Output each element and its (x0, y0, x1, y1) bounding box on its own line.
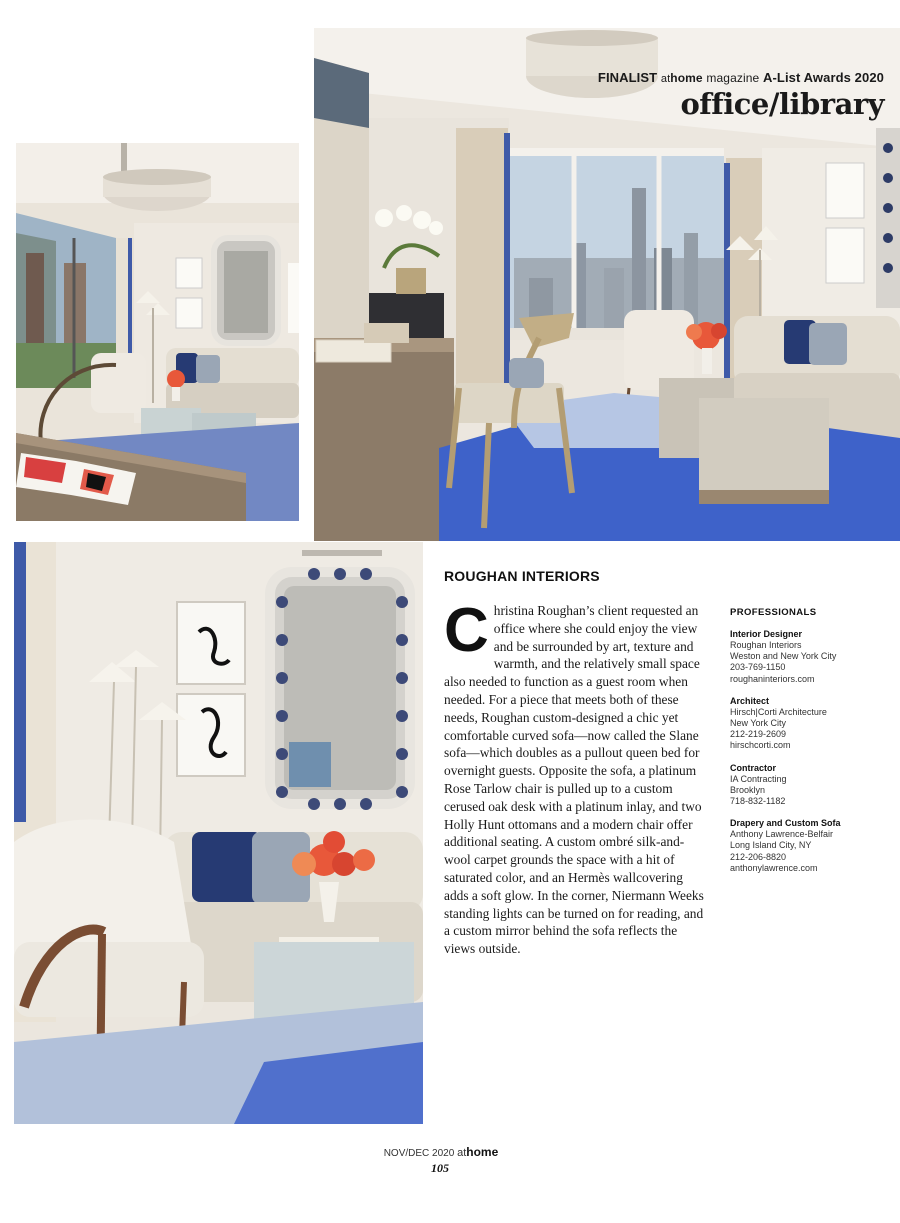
professional-line: 203-769-1150 (730, 662, 786, 673)
photo-sofa-detail (14, 542, 423, 1124)
professional-line: Anthony Lawrence-Belfair (730, 829, 834, 840)
professional-architect (730, 696, 890, 752)
at-wordmark: at (660, 73, 671, 85)
article-body (444, 596, 706, 958)
award-line (598, 70, 884, 85)
photo-office-wide-view (16, 143, 299, 521)
magazine-label: magazine (706, 71, 760, 85)
professional-line: Long Island City, NY (730, 840, 812, 851)
folio-at-wordmark: at (457, 1147, 467, 1159)
folio-issue: NOV/DEC 2020 (383, 1148, 455, 1159)
finalist-label: FINALIST (597, 70, 658, 85)
professional-line: Hirsch|Corti Architecture (730, 706, 827, 717)
professional-drapery-sofa (730, 818, 890, 874)
professional-interior-designer (730, 629, 890, 685)
article-title: ROUGHAN INTERIORS (444, 568, 600, 584)
professional-role: Interior Designer (730, 629, 803, 639)
professional-line: Brooklyn (730, 784, 766, 795)
professionals-sidebar (730, 607, 890, 885)
page-number: 105 (431, 1161, 449, 1175)
professional-role: Contractor (730, 762, 777, 773)
professional-line: 718-832-1182 (730, 796, 786, 807)
professional-line: New York City (730, 718, 787, 729)
professionals-heading: PROFESSIONALS (730, 607, 817, 618)
professional-line: 212-219-2609 (730, 729, 787, 740)
professional-role: Drapery and Custom Sofa (730, 818, 841, 829)
professional-website: hirschcorti.com (730, 740, 791, 751)
professional-line: Weston and New York City (730, 651, 837, 662)
award-name: A-List Awards 2020 (762, 70, 884, 85)
professional-website: roughaninteriors.com (730, 673, 815, 684)
professional-contractor (730, 763, 890, 808)
professional-website: anthonylawrence.com (730, 862, 818, 873)
drop-cap: C (444, 596, 489, 665)
folio-issue-line (0, 1145, 900, 1159)
professional-line: Roughan Interiors (730, 640, 802, 650)
folio-home-wordmark: home (466, 1145, 499, 1159)
home-wordmark: home (670, 71, 703, 85)
article (444, 568, 706, 958)
professional-role: Architect (730, 695, 770, 706)
professional-line: 212-206-8820 (730, 851, 787, 862)
award-header (598, 70, 884, 121)
professional-line: IA Contracting (730, 773, 787, 784)
page-folio (0, 1145, 900, 1176)
award-category: office/library (680, 87, 884, 121)
article-body-text: hristina Roughan’s client requested an office where she could enjoy the view and be surrounded by art, texture and warmth, and the relatively small space also needed to function as a guest room when needed. For a piece that meets both of these needs, Roughan custom-designed a chic yet comfortable curved sofa—now called the Slane sofa—which doubles as a pullout queen bed for overnight guests. Opposite the sofa, a platinum Rose Tarlow chair is pulled up to a custom cerused oak desk with a platinum inlay, and two Holly Hunt ottomans and a modern chair offer additional seating. A custom ombré silk-and-wool carpet grounds the space with a hit of saturated color, and an Hermès wallcovering adds a soft glow. In the corner, Niermann Weeks standing lights can be turned on for reading, and a custom mirror behind the sofa reflects the views outside. (444, 603, 704, 957)
